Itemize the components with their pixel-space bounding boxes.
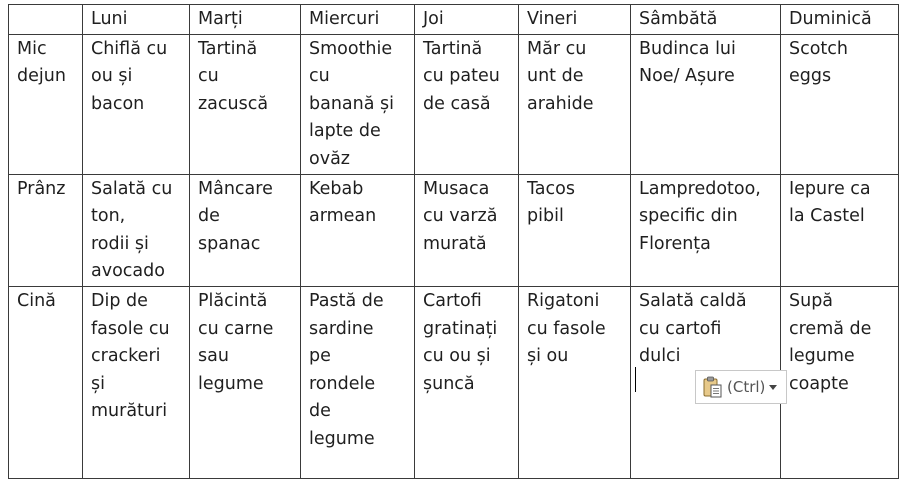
table-cell[interactable]: Scotch eggs (781, 34, 899, 174)
header-day-marti[interactable]: Marți (190, 5, 301, 35)
text-cursor (635, 367, 636, 392)
table-cell[interactable]: Lampredotoo, specific din Florența (631, 174, 781, 286)
table-cell[interactable]: Cartofi gratinați cu ou și șuncă (415, 286, 519, 478)
header-day-duminica[interactable]: Duminică (781, 5, 899, 35)
table-cell[interactable]: Supă cremă de legume coapte (781, 286, 899, 478)
table-cell[interactable]: Rigatoni cu fasole și ou (519, 286, 631, 478)
table-cell[interactable]: Musaca cu varză murată (415, 174, 519, 286)
chevron-down-icon (769, 385, 777, 390)
meal-plan-table (8, 4, 899, 479)
table-cell[interactable]: Smoothie cu banană și lapte de ovăz (301, 34, 415, 174)
header-day-luni[interactable]: Luni (83, 5, 190, 35)
table-cell[interactable]: Kebab armean (301, 174, 415, 286)
table-cell[interactable]: Tartină cu zacuscă (190, 34, 301, 174)
row-label-mic-dejun[interactable]: Mic dejun (9, 34, 83, 174)
header-day-miercuri[interactable]: Miercuri (301, 5, 415, 35)
table-cell[interactable]: Tartină cu pateu de casă (415, 34, 519, 174)
header-day-vineri[interactable]: Vineri (519, 5, 631, 35)
table-cell[interactable]: Chiflă cu ou și bacon (83, 34, 190, 174)
clipboard-paste-icon (702, 375, 724, 399)
table-cell[interactable]: Plăcintă cu carne sau legume (190, 286, 301, 478)
header-row (9, 5, 899, 35)
table-cell[interactable]: Salată caldă cu cartofi dulci (631, 286, 781, 478)
header-corner-cell[interactable] (9, 5, 83, 35)
paste-options-label: (Ctrl) (727, 378, 766, 396)
table-cell[interactable]: Budinca lui Noe/ Așure (631, 34, 781, 174)
header-day-joi[interactable]: Joi (415, 5, 519, 35)
table-cell[interactable]: Mâncare de spanac (190, 174, 301, 286)
table-row-pranz (9, 174, 899, 286)
row-label-pranz[interactable]: Prânz (9, 174, 83, 286)
table-row-mic-dejun (9, 34, 899, 174)
table-cell[interactable]: Dip de fasole cu crackeri și murături (83, 286, 190, 478)
row-label-cina[interactable]: Cină (9, 286, 83, 478)
paste-options-button[interactable] (695, 370, 787, 404)
table-cell[interactable]: Iepure ca la Castel (781, 174, 899, 286)
table-cell[interactable]: Tacos pibil (519, 174, 631, 286)
table-cell[interactable]: Măr cu unt de arahide (519, 34, 631, 174)
table-cell[interactable]: Pastă de sardine pe rondele de legume (301, 286, 415, 478)
header-day-sambata[interactable]: Sâmbătă (631, 5, 781, 35)
table-cell[interactable]: Salată cu ton, rodii și avocado (83, 174, 190, 286)
